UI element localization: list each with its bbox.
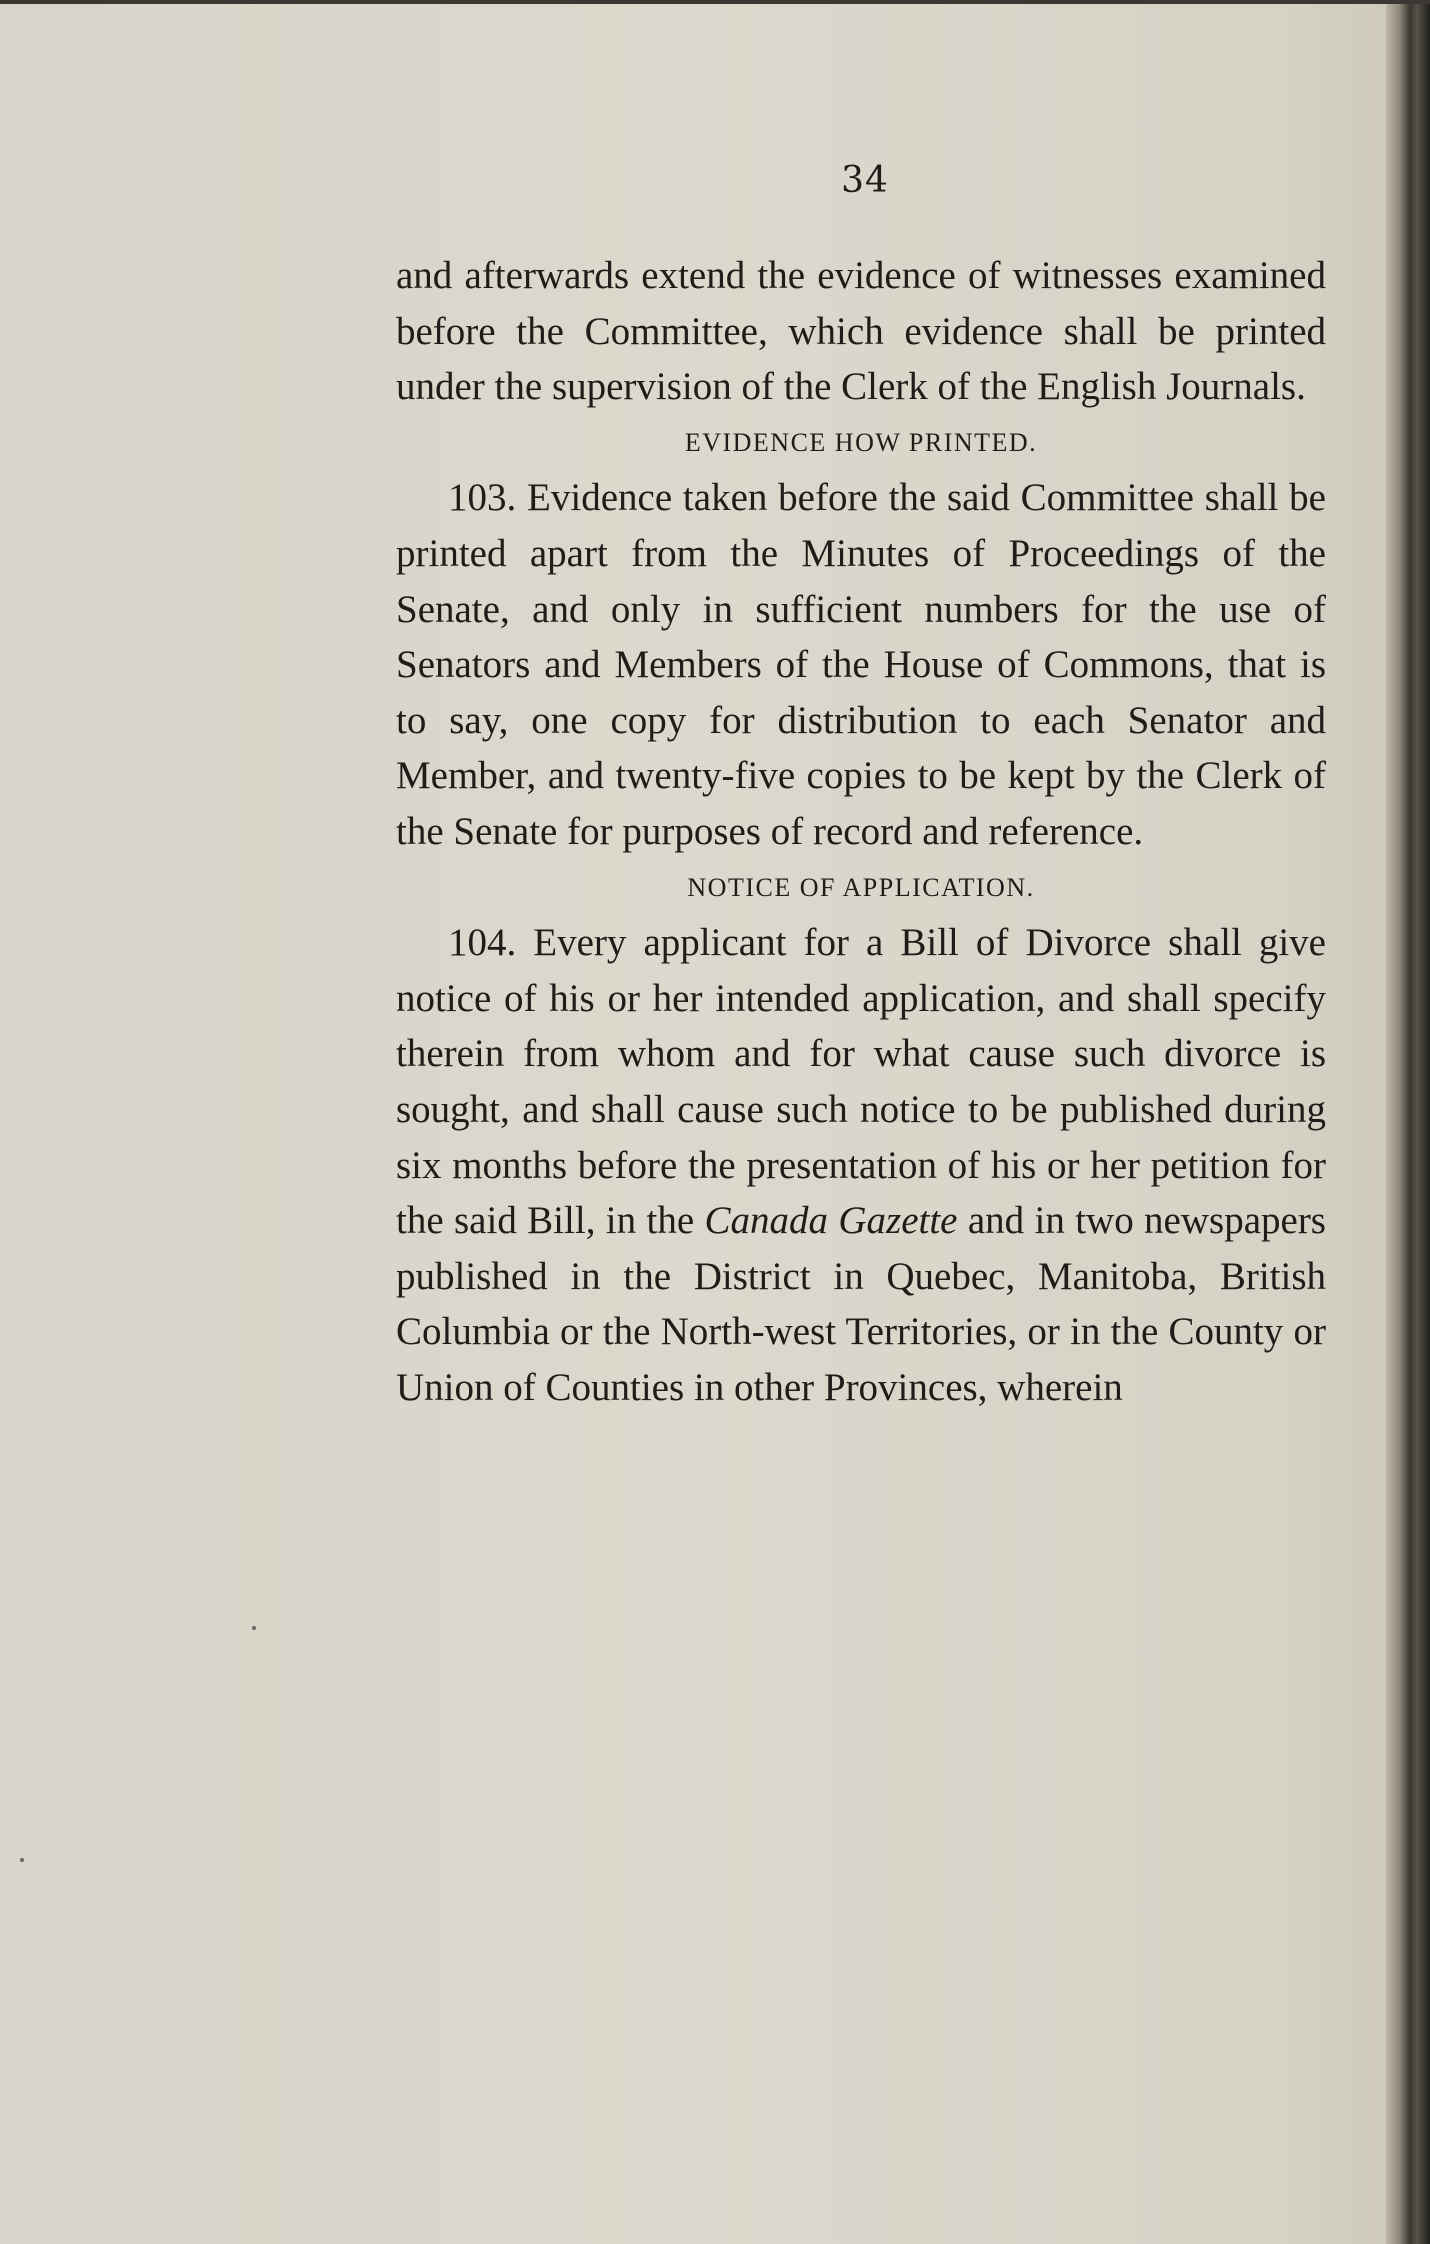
paragraph-104-text-end: and in two newspapers published in the District in Quebec, Manitoba, British Columbia or the North-west Territories, or in the County or Union of Counties in other Provinces, wherein <box>396 1199 1326 1409</box>
paragraph-104 <box>396 915 1326 1415</box>
paragraph-104-text-start: 104. Every applicant for a Bill of Divorce shall give notice of his or her intended application, and shall specify therein from whom and for what cause such divorce is sought, and shall cause such notice to be published during six months before the presentation of his or her petition for the said Bill, in the <box>396 921 1326 1243</box>
page-top-edge <box>0 0 1430 4</box>
section-heading-evidence-how-printed: EVIDENCE HOW PRINTED. <box>684 427 1038 457</box>
canada-gazette-italic: Canada Gazette <box>704 1199 958 1243</box>
page-body <box>396 248 1326 1415</box>
paper-speck <box>252 1626 256 1630</box>
intro-paragraph: and afterwards extend the evidence of witnesses examined before the Committee, which evidence shall be printed under the supervision of the Clerk of the English Journals. <box>396 254 1326 409</box>
book-spine-edge <box>1386 0 1430 2244</box>
section-heading-notice-of-application: NOTICE OF APPLICATION. <box>687 872 1035 902</box>
paper-speck <box>20 1858 24 1862</box>
paragraph-103: 103. Evidence taken before the said Committee shall be printed apart from the Minutes of Proceedings of the Senate, and only in sufficient numbers for the use of Senators and Members of the House of Commons, that is to say, one copy for distribution to each Senator and Member, and twenty-five copies to be kept by the Clerk of the Senate for purposes of record and reference. <box>396 476 1326 853</box>
page-number: 34 <box>841 160 889 201</box>
